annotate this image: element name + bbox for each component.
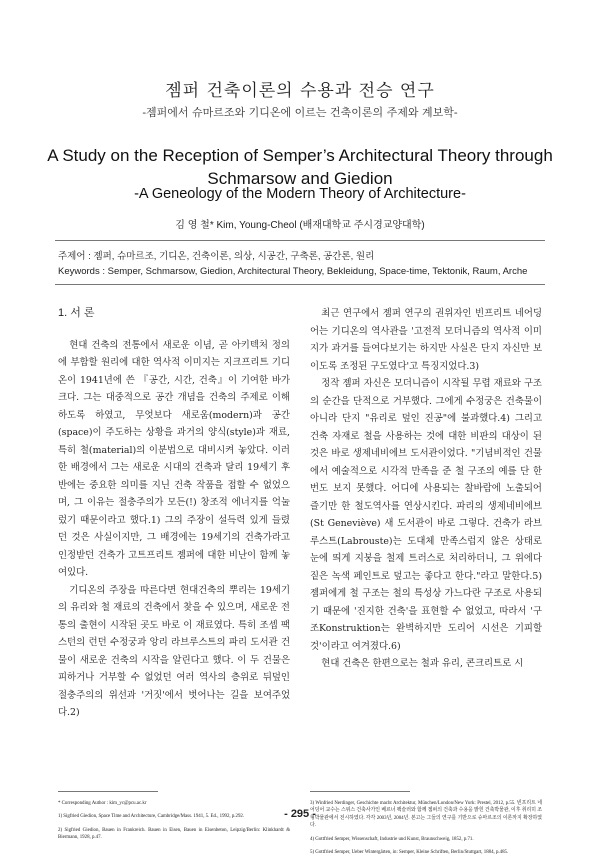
author-line: 김 영 철* Kim, Young-Cheol (배재대학교 주시경교양대학)	[175, 220, 425, 231]
left-footnote-rule	[58, 791, 158, 792]
right-footnote-rule	[310, 791, 410, 792]
keywords-korean: 주제어 : 젬퍼, 슈마르조, 기디온, 건축이론, 의상, 시공간, 구축론, 공간론, 원리	[58, 251, 375, 262]
left-column	[58, 305, 290, 722]
footnote-3: 3) Winfried Nerdinger, Geschichte macht Architektur, München/London/New York: Prestel, 2012, p.55. 빈프리트 네어딩어 교수는 스위스 건축사가인 베르너 왝슬러와 함께 젬퍼의 건축과 수용을 밝힌 건축박물관, 이후 취리히 조형박물관에서 전시하였다. 각각 2003년, 2004년. 본고는 그들의 연구를 기반으로 슈마르조의 이론까지 확장하였다.	[310, 801, 542, 829]
right-paragraph-1: 최근 연구에서 젬퍼 연구의 권위자인 빈프리트 네어딩어는 기디온의 역사관을 '고전적 모더니즘의 역사적 이미지가 과거를 들여다보기는 하지만 사실은 단지 자신만 보이도록 조정된 구도였다'고 특징지었다.3)	[310, 308, 542, 372]
english-title-line-2: Schmarsow and Giedion	[207, 169, 393, 188]
keywords-english: Keywords : Semper, Schmarsow, Giedion, Architectural Theory, Bekleidung, Space-time, Tektonik, Raum, Arche	[58, 266, 528, 277]
right-column	[310, 305, 542, 673]
english-title-line-1: A Study on the Reception of Semper’s Architectural Theory through	[47, 146, 553, 165]
right-paragraph-3: 현대 건축은 한편으로는 철과 유리, 콘크리트로 시	[321, 658, 524, 669]
keywords-bottom-rule	[55, 284, 545, 285]
left-paragraph-1: 현대 건축의 전통에서 새로운 이념, 곧 아키텍처 정의에 부합할 원리에 대한 역사적 이미지는 지크프리트 기디온이 1941년에 쓴 『공간, 시간, 건축』이 기여한 바가 크다. 그는 대중적으로 공간 개념을 건축의 주제로 이해하도록 하였고, 무엇보다 새로움(modern)과 공간(space)이 주도하는 상황을 과거의 양식(style)과 재료, 특히 철(material)의 이분법으로 대비시켜 놓았다. 이러한 배경에서 그는 새로운 시대의 건축과 달리 19세기 후반에는 중요한 의미를 지닌 건축 작품을 접할 수 없었으며, 그 이유는 절충주의가 모든(!) 창조적 에너지를 억눌렀기 때문이라고 했다.1) 그의 주장이 설득력 있게 들렸던 것은 사실이지만, 그 배경에는 19세기의 건축가라고 인정받던 건축가 고트프리트 젬퍼에 대한 비난이 함께 놓여있다.	[58, 339, 290, 578]
footnote-corresponding: * Corresponding Author : kim_yc@pcu.ac.kr	[58, 801, 147, 806]
page-number: - 295 -	[284, 808, 316, 820]
footnote-5: 5) Gottfried Semper, Ueber Wintergärten, in: Semper, Kleine Schriften, Berlin/Stuttgart, 1884, p.485.	[310, 850, 509, 856]
footnote-2: 2) Sigfried Giedion, Bauen in Frankreich. Bauen in Eisen, Bauen in Eisenbeton, Leipzig/Berlin: Klinkhardt & Biermann, 1928, p.47.	[58, 827, 290, 841]
korean-title: 젬퍼 건축이론의 수용과 전승 연구	[165, 81, 435, 101]
left-paragraph-2: 기디온의 주장을 따른다면 현대건축의 뿌리는 19세기의 유리와 철 재료의 건축에서 찾을 수 있으며, 새로운 전통의 출현이 시작된 곳도 바로 이 재료였다. 특히 조셉 팩스턴의 런던 수정궁과 앙리 라브루스트의 파리 도서관 건물이 새로운 건축의 시작을 알린다고 했다. 이 두 건물은 피하거나 거부할 수 없었던 여러 역사의 층위로 뒤덮인 절충주의의 위선과 '거짓'에서 벗어나는 길을 보여주었다.2)	[58, 584, 290, 718]
footnote-1: 1) Sigfried Giedion, Space Time and Architecture, Cambridge/Mass. 1941, 5. Ed., 1992, p.292.	[58, 814, 245, 820]
keywords-top-rule	[55, 240, 545, 241]
english-title	[0, 144, 600, 190]
korean-subtitle: -젬퍼에서 슈마르조와 기디온에 이르는 건축이론의 주제와 계보학-	[142, 106, 458, 119]
footnote-4: 4) Gottfried Semper, Wissenschaft, Industrie und Kunst, Braunschweig, 1852, p.71.	[310, 836, 474, 842]
right-paragraph-2: 정작 젬퍼 자신은 모더니즘이 시작될 무렵 재료와 구조의 순간을 단적으로 거부했다. 그에게 수정궁은 건축물이 아니라 단지 "유리로 덮인 진공"에 불과했다.4) 그리고 건축 자재로 철을 사용하는 것에 대한 비판의 대상이 된 것은 바로 생제네비에브 도서관이었다. "기념비적인 건물에서 예술적으로 시각적 만족을 준 철 구조의 예를 단 한 번도 보지 못했다. 어디에 사용되는 찰바람에 노출되어 즐기만 한 철도역사를 연상시킨다. 파리의 생제네비에브(St Geneviève) 새 도서관이 바로 그렇다. 건축가 라브루스트(Labrouste)는 도대체 만족스럽지 않은 상태로 눈에 띄게 지붕을 철제 트러스로 처리하더니, 그 위에다 짙은 녹색 페인트로 덮고는 좋다고 한다."라고 말한다.5) 젬퍼에게 철 구조는 철의 특성상 가느다란 구조로 사용되기 때문에 '진지한 건축'을 표현할 수 없었고, 따라서 '구조Konstruktion는 완벽하지만 도리어 시선은 기피할 것'이라고 여겨졌다.6)	[310, 378, 542, 652]
english-subtitle: -A Geneology of the Modern Theory of Architecture-	[134, 186, 466, 202]
section-heading: 1. 서 론	[58, 307, 95, 319]
